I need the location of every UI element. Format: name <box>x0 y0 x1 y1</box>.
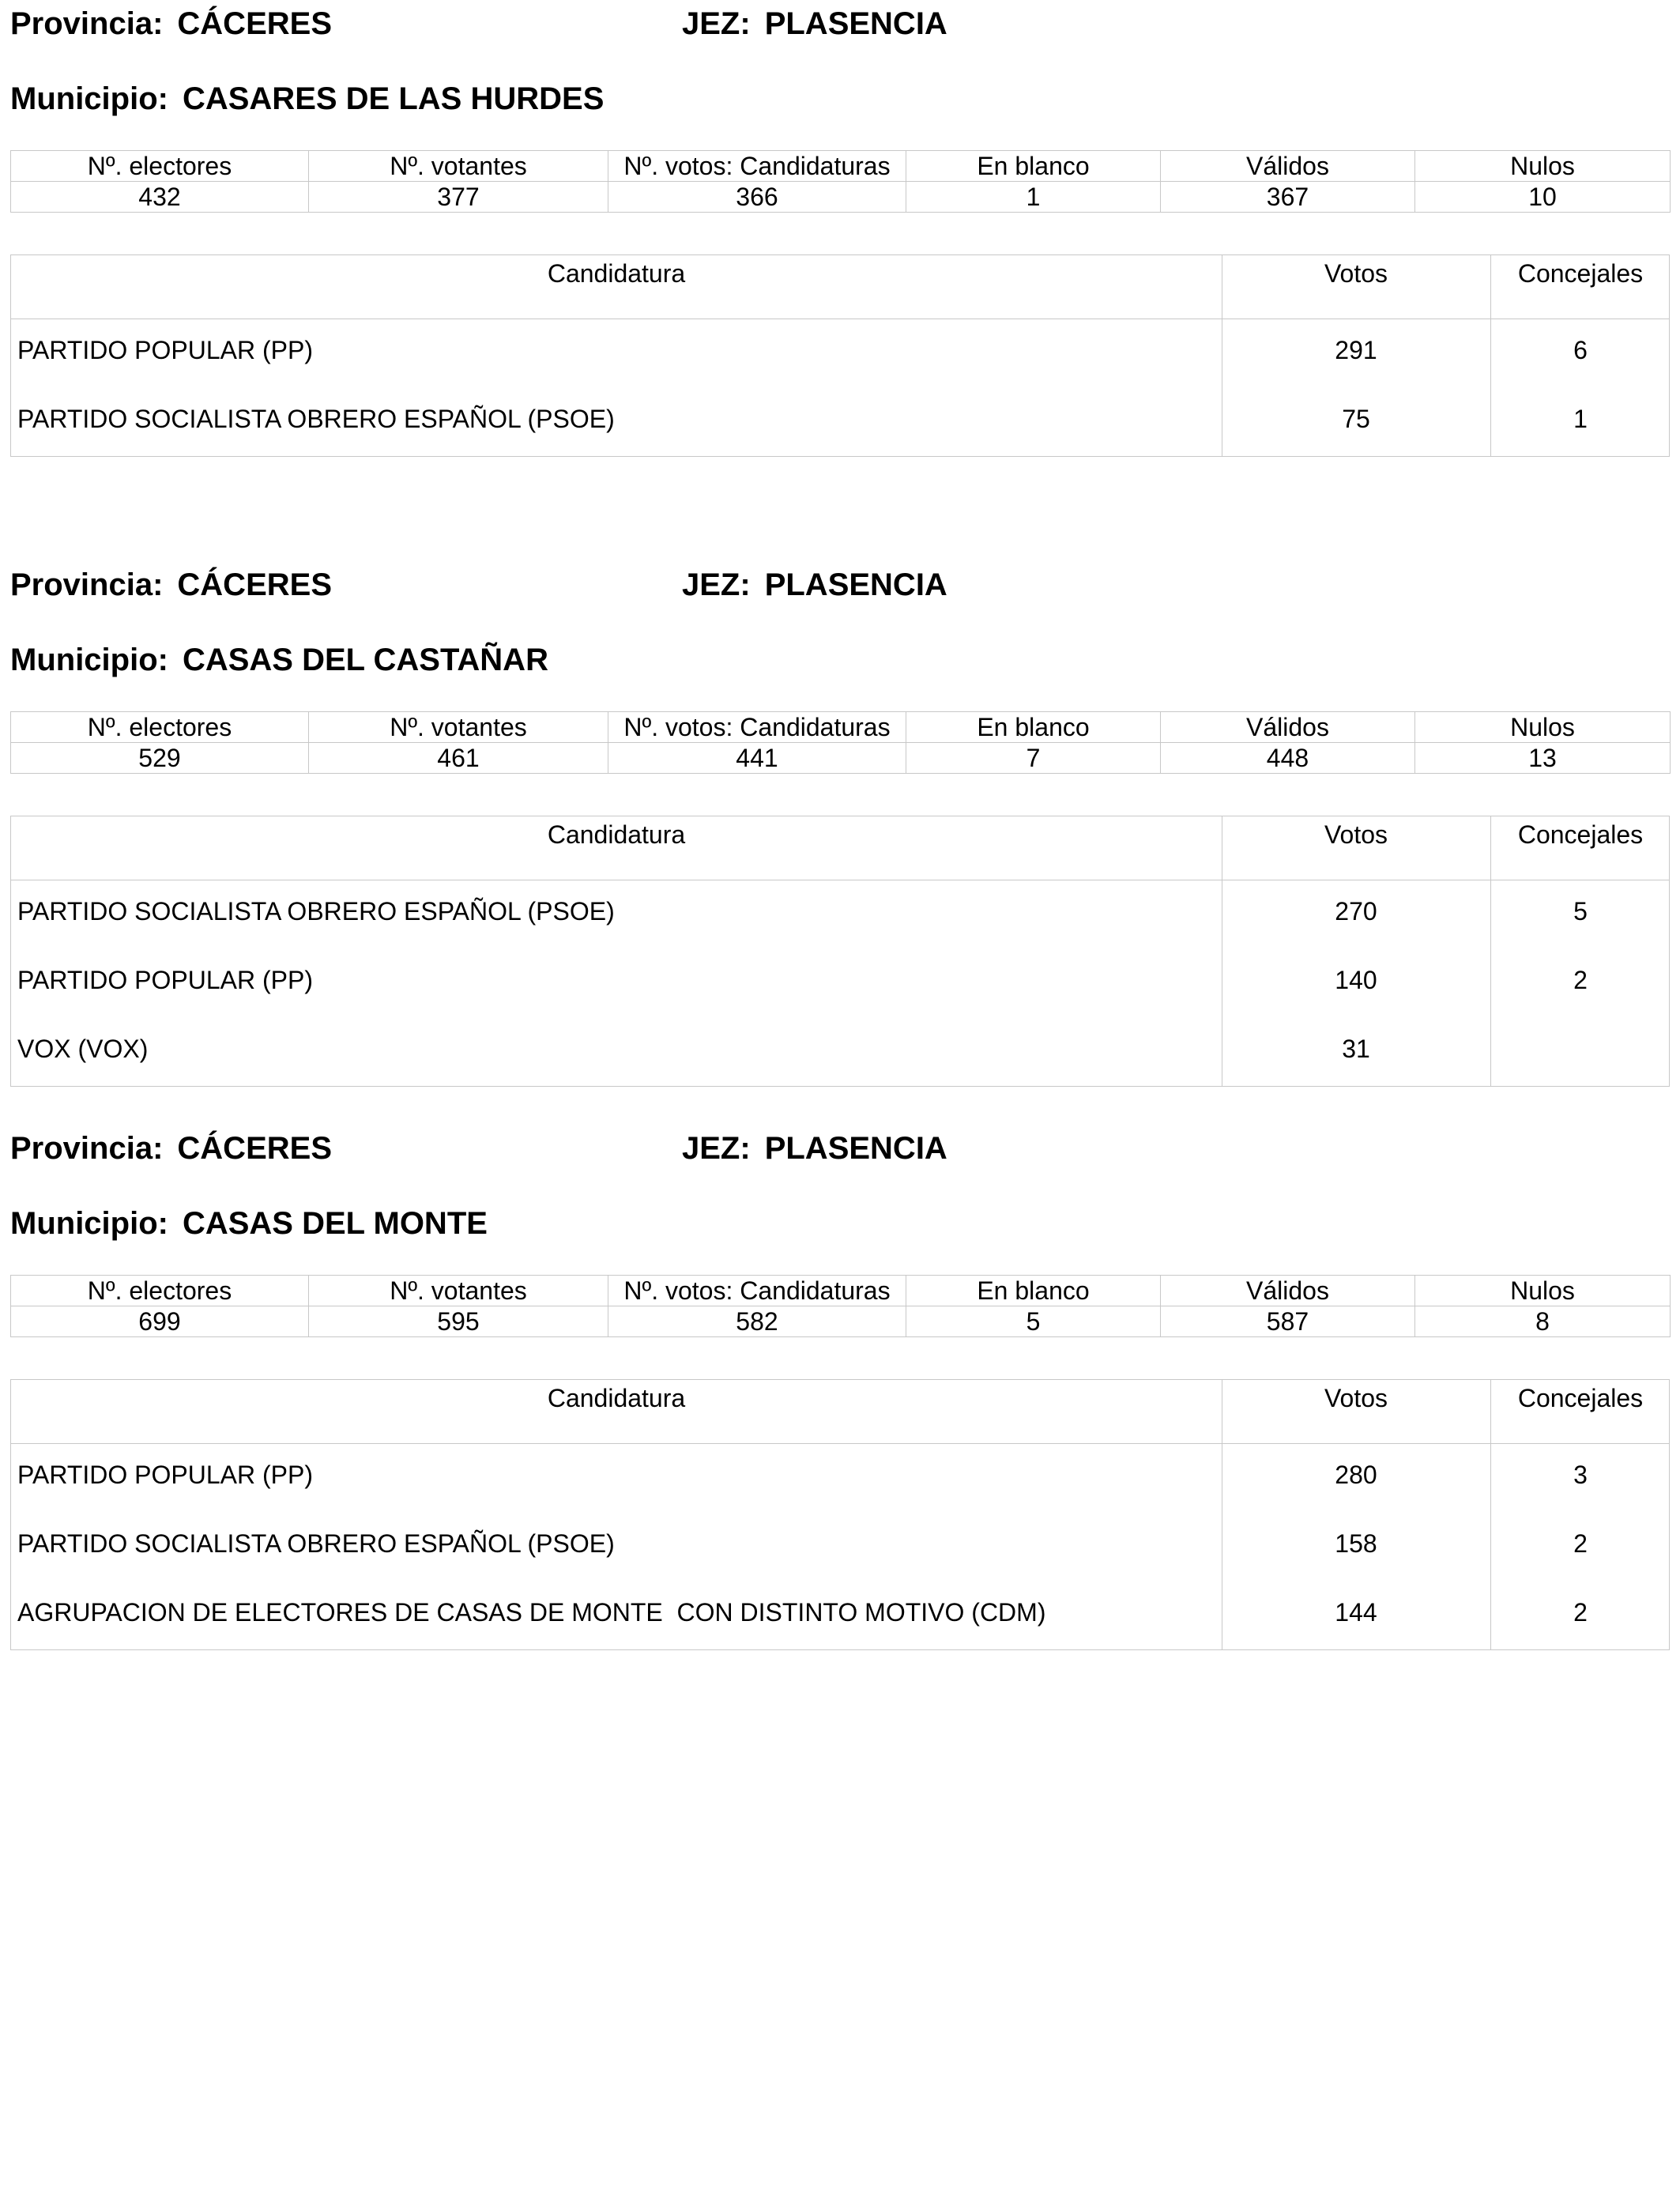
summary-header-cell: Nº. electores <box>11 151 309 182</box>
summary-value-cell: 8 <box>1415 1306 1671 1337</box>
summary-value-cell: 448 <box>1161 743 1415 774</box>
candidate-votes: 75 <box>1342 405 1370 433</box>
provincia-line <box>10 1131 947 1166</box>
candidate-concejales: 6 <box>1573 336 1588 364</box>
summary-header-cell: Válidos <box>1161 1276 1415 1306</box>
jez-label: JEZ: <box>682 6 751 41</box>
summary-header-cell: Válidos <box>1161 712 1415 743</box>
candidate-name: PARTIDO POPULAR (PP) <box>17 1461 313 1489</box>
candidate-concejales: 2 <box>1573 1529 1588 1558</box>
votes-header: Votos <box>1324 259 1388 288</box>
municipio-line <box>10 644 548 676</box>
provincia-value: CÁCERES <box>177 567 332 602</box>
provincia-label: Provincia: <box>10 1131 164 1166</box>
summary-value-cell: 377 <box>309 182 608 213</box>
candidate-votes: 270 <box>1335 897 1377 925</box>
concejales-header: Concejales <box>1517 820 1644 849</box>
jez-value: PLASENCIA <box>764 567 947 602</box>
candidate-name: VOX (VOX) <box>17 1035 149 1063</box>
jez-label: JEZ: <box>682 567 751 602</box>
candidate-name: PARTIDO POPULAR (PP) <box>17 336 313 364</box>
candidates-header <box>11 1380 1669 1444</box>
summary-value-cell: 441 <box>608 743 906 774</box>
summary-header-cell: Nulos <box>1415 151 1671 182</box>
candidate-votes: 144 <box>1335 1598 1377 1627</box>
concejales-header: Concejales <box>1517 1384 1644 1412</box>
table-row <box>11 1459 1669 1491</box>
candidate-name: PARTIDO SOCIALISTA OBRERO ESPAÑOL (PSOE) <box>17 405 615 433</box>
summary-header-cell: Nulos <box>1415 1276 1671 1306</box>
summary-table <box>10 150 1671 213</box>
summary-value-cell: 10 <box>1415 182 1671 213</box>
candidate-name: PARTIDO SOCIALISTA OBRERO ESPAÑOL (PSOE) <box>17 1529 615 1558</box>
jez-group <box>682 1133 947 1164</box>
summary-value-row <box>11 182 1671 213</box>
summary-value-cell: 699 <box>11 1306 309 1337</box>
summary-header-cell: Nº. votantes <box>309 712 608 743</box>
table-row <box>11 895 1669 927</box>
candidate-votes: 140 <box>1335 966 1377 994</box>
candidate-votes: 31 <box>1342 1035 1370 1063</box>
summary-value-cell: 13 <box>1415 743 1671 774</box>
candidates-header <box>11 255 1669 319</box>
municipio-value: CASAS DEL CASTAÑAR <box>182 643 548 677</box>
candidate-concejales: 1 <box>1573 405 1588 433</box>
summary-table <box>10 711 1671 774</box>
provincia-label: Provincia: <box>10 6 164 41</box>
summary-header-cell: Nº. votantes <box>309 151 608 182</box>
summary-value-cell: 1 <box>906 182 1161 213</box>
cand-header: Candidatura <box>547 820 686 849</box>
summary-header-row <box>11 151 1671 182</box>
summary-value-row <box>11 743 1671 774</box>
candidate-concejales: 3 <box>1573 1461 1588 1489</box>
votes-header: Votos <box>1324 1384 1388 1412</box>
candidate-concejales: 5 <box>1573 897 1588 925</box>
candidate-concejales: 2 <box>1573 966 1588 994</box>
summary-header-cell: Nº. votos: Candidaturas <box>608 151 906 182</box>
table-row <box>11 403 1669 435</box>
summary-value-cell: 529 <box>11 743 309 774</box>
candidate-name: AGRUPACION DE ELECTORES DE CASAS DE MONTE CON DISTINTO MOTIVO (CDM) <box>17 1598 1046 1627</box>
summary-table <box>10 1275 1671 1337</box>
summary-header-cell: En blanco <box>906 1276 1161 1306</box>
provincia-value: CÁCERES <box>177 6 332 41</box>
municipio-value: CASARES DE LAS HURDES <box>182 81 605 116</box>
table-row <box>11 1033 1669 1065</box>
cand-header: Candidatura <box>547 259 686 288</box>
summary-value-cell: 582 <box>608 1306 906 1337</box>
summary-value-cell: 5 <box>906 1306 1161 1337</box>
municipio-label: Municipio: <box>10 1206 168 1241</box>
provincia-value: CÁCERES <box>177 1131 332 1166</box>
provincia-line <box>10 6 947 41</box>
jez-value: PLASENCIA <box>764 1131 947 1166</box>
table-row <box>11 964 1669 996</box>
table-row <box>11 1596 1669 1628</box>
summary-header-cell: Nº. electores <box>11 1276 309 1306</box>
jez-value: PLASENCIA <box>764 6 947 41</box>
summary-value-cell: 366 <box>608 182 906 213</box>
summary-value-cell: 432 <box>11 182 309 213</box>
summary-value-cell: 587 <box>1161 1306 1415 1337</box>
provincia-line <box>10 567 947 602</box>
candidates-table <box>10 254 1670 457</box>
summary-header-cell: Nº. electores <box>11 712 309 743</box>
cand-header: Candidatura <box>547 1384 686 1412</box>
municipio-line <box>10 83 604 115</box>
municipio-value: CASAS DEL MONTE <box>182 1206 488 1241</box>
candidate-votes: 280 <box>1335 1461 1377 1489</box>
jez-group <box>682 569 947 601</box>
votes-header: Votos <box>1324 820 1388 849</box>
municipio-line <box>10 1208 488 1239</box>
candidates-header <box>11 816 1669 880</box>
candidate-votes: 158 <box>1335 1529 1377 1558</box>
summary-value-cell: 7 <box>906 743 1161 774</box>
table-row <box>11 334 1669 366</box>
summary-header-cell: En blanco <box>906 712 1161 743</box>
candidate-concejales: 2 <box>1573 1598 1588 1627</box>
summary-header-row <box>11 712 1671 743</box>
summary-header-cell: Nulos <box>1415 712 1671 743</box>
jez-group <box>682 8 947 40</box>
summary-header-cell: En blanco <box>906 151 1161 182</box>
summary-header-cell: Nº. votos: Candidaturas <box>608 712 906 743</box>
candidates-table <box>10 816 1670 1087</box>
summary-header-row <box>11 1276 1671 1306</box>
candidate-votes: 291 <box>1335 336 1377 364</box>
municipio-label: Municipio: <box>10 81 168 116</box>
candidate-name: PARTIDO POPULAR (PP) <box>17 966 313 994</box>
table-row <box>11 1528 1669 1559</box>
summary-header-cell: Nº. votos: Candidaturas <box>608 1276 906 1306</box>
summary-value-cell: 595 <box>309 1306 608 1337</box>
concejales-header: Concejales <box>1517 259 1644 288</box>
candidate-name: PARTIDO SOCIALISTA OBRERO ESPAÑOL (PSOE) <box>17 897 615 925</box>
summary-header-cell: Nº. votantes <box>309 1276 608 1306</box>
summary-value-cell: 367 <box>1161 182 1415 213</box>
summary-value-cell: 461 <box>309 743 608 774</box>
summary-value-row <box>11 1306 1671 1337</box>
municipio-label: Municipio: <box>10 643 168 677</box>
candidates-table <box>10 1379 1670 1650</box>
provincia-label: Provincia: <box>10 567 164 602</box>
summary-header-cell: Válidos <box>1161 151 1415 182</box>
jez-label: JEZ: <box>682 1131 751 1166</box>
